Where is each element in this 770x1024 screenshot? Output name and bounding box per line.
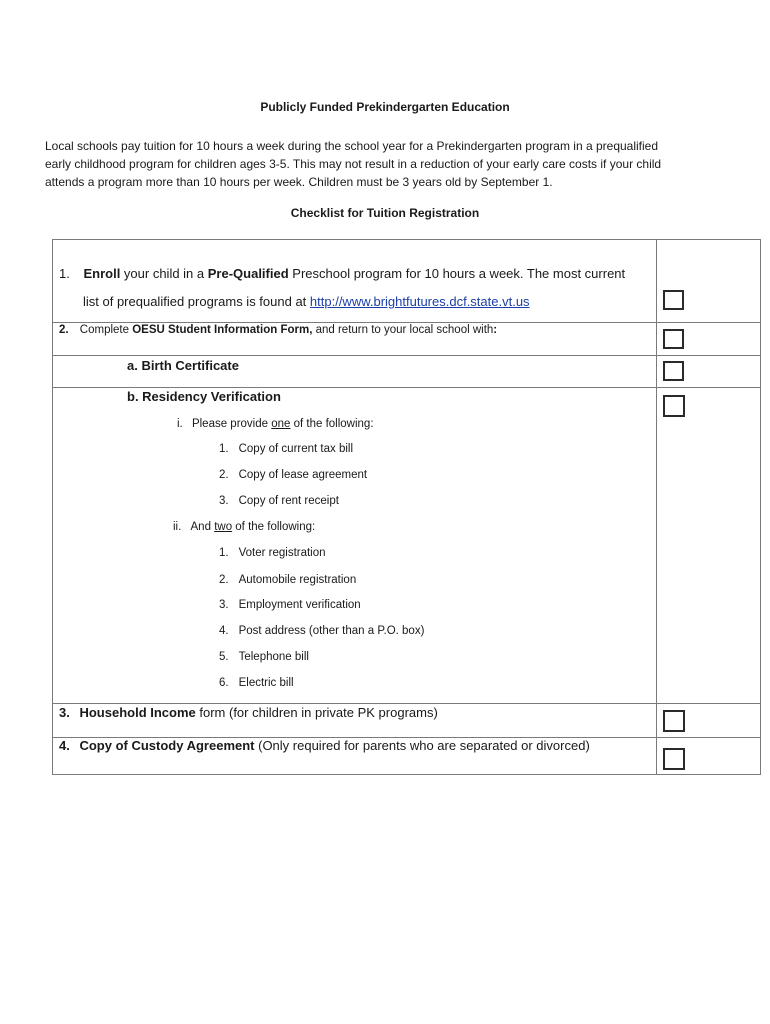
list-item-text: Telephone bill: [238, 651, 309, 663]
intro-line-3: attends a program more than 10 hours per week. Children must be 3 years old by September 1.: [45, 175, 553, 189]
item-2-number: 2.: [59, 324, 69, 336]
item-3-number: 3.: [59, 705, 70, 720]
sub-i-text: of the following:: [290, 418, 374, 430]
checklist-table: [52, 239, 761, 775]
sub-ii-text: of the following:: [232, 521, 316, 533]
list-item-text: Electric bill: [238, 677, 294, 689]
row-divider: [53, 355, 760, 356]
item-2b-residency-verification: b. Residency Verification: [127, 389, 281, 404]
list-number: 2.: [219, 574, 229, 586]
item-1-number: 1.: [59, 266, 70, 281]
brightfutures-link[interactable]: http://www.brightfutures.dcf.state.vt.us: [309, 294, 530, 309]
item-3-line: [59, 705, 438, 720]
list-number: 3.: [219, 599, 229, 611]
item-2-bold-form: OESU Student Information Form,: [132, 324, 313, 336]
sub-i-underlined: one: [271, 418, 291, 430]
sub-ii-underlined: two: [214, 521, 233, 533]
item-3-text: form (for children in private PK programs): [195, 705, 438, 720]
intro-line-2: early childhood program for children ages 3-5. This may not result in a reduction of your early care costs if your child: [45, 157, 662, 171]
item-1-bold-prequalified: Pre-Qualified: [207, 266, 289, 281]
sub-i-text: Please provide: [191, 418, 272, 430]
item-1-text: your child in a: [120, 266, 208, 281]
item-2-line: [59, 324, 497, 336]
item-1-text: list of prequalified programs is found at: [83, 294, 310, 309]
item-4-line: [59, 738, 590, 753]
list-item-text: Automobile registration: [238, 574, 357, 586]
list-number: 1.: [219, 547, 229, 559]
list-number: 5.: [219, 651, 229, 663]
sub-i-item-1: [219, 443, 353, 455]
list-item-text: Post address (other than a P.O. box): [238, 625, 425, 637]
column-divider: [656, 240, 657, 774]
list-item-text: Copy of lease agreement: [238, 469, 368, 481]
item-2-colon: :: [493, 324, 498, 336]
item-4-text: (Only required for parents who are separated or divorced): [254, 738, 590, 753]
item-1-text: Preschool program for 10 hours a week. The most current: [288, 266, 626, 281]
item-2b-checkbox[interactable]: [663, 395, 685, 417]
item-2-checkbox[interactable]: [663, 329, 684, 349]
sub-i-item-3: [219, 495, 339, 507]
item-4-bold: Copy of Custody Agreement: [79, 738, 255, 753]
intro-line-1: Local schools pay tuition for 10 hours a week during the school year for a Prekindergarten program in a prequalified: [45, 139, 659, 153]
item-2a-checkbox[interactable]: [663, 361, 684, 381]
item-2a-birth-certificate: a. Birth Certificate: [127, 358, 239, 373]
sub-i-line: [177, 418, 374, 430]
sub-ii-item-4: [219, 625, 424, 637]
list-number: 6.: [219, 677, 229, 689]
document-title: Publicly Funded Prekindergarten Education: [260, 100, 510, 114]
list-number: 4.: [219, 625, 229, 637]
list-number: 3.: [219, 495, 229, 507]
sub-ii-number: ii.: [173, 521, 182, 533]
item-1-checkbox[interactable]: [663, 290, 684, 310]
item-1-bold-enroll: Enroll: [83, 266, 121, 281]
sub-ii-item-5: [219, 651, 309, 663]
item-1-line-2: [83, 294, 530, 309]
list-number: 2.: [219, 469, 229, 481]
sub-i-number: i.: [177, 418, 183, 430]
sub-ii-item-6: [219, 677, 294, 689]
list-item-text: Employment verification: [238, 599, 361, 611]
sub-i-item-2: [219, 469, 367, 481]
sub-ii-item-2: [219, 574, 356, 586]
item-2-text: and return to your local school with: [312, 324, 494, 336]
row-divider: [53, 387, 760, 388]
item-2-text: Complete: [79, 324, 133, 336]
sub-ii-item-1: [219, 547, 326, 559]
item-3-checkbox[interactable]: [663, 710, 685, 732]
sub-ii-text: And: [190, 521, 215, 533]
sub-ii-line: [173, 521, 315, 533]
list-item-text: Voter registration: [238, 547, 326, 559]
list-item-text: Copy of current tax bill: [238, 443, 354, 455]
intro-paragraph: [45, 137, 715, 191]
checklist-title: Checklist for Tuition Registration: [290, 206, 480, 220]
item-4-checkbox[interactable]: [663, 748, 685, 770]
list-item-text: Copy of rent receipt: [238, 495, 339, 507]
list-number: 1.: [219, 443, 229, 455]
sub-ii-item-3: [219, 599, 361, 611]
item-1-line-1: [59, 266, 625, 281]
item-4-number: 4.: [59, 738, 70, 753]
item-3-bold: Household Income: [79, 705, 196, 720]
row-divider: [53, 322, 760, 323]
row-divider: [53, 703, 760, 704]
